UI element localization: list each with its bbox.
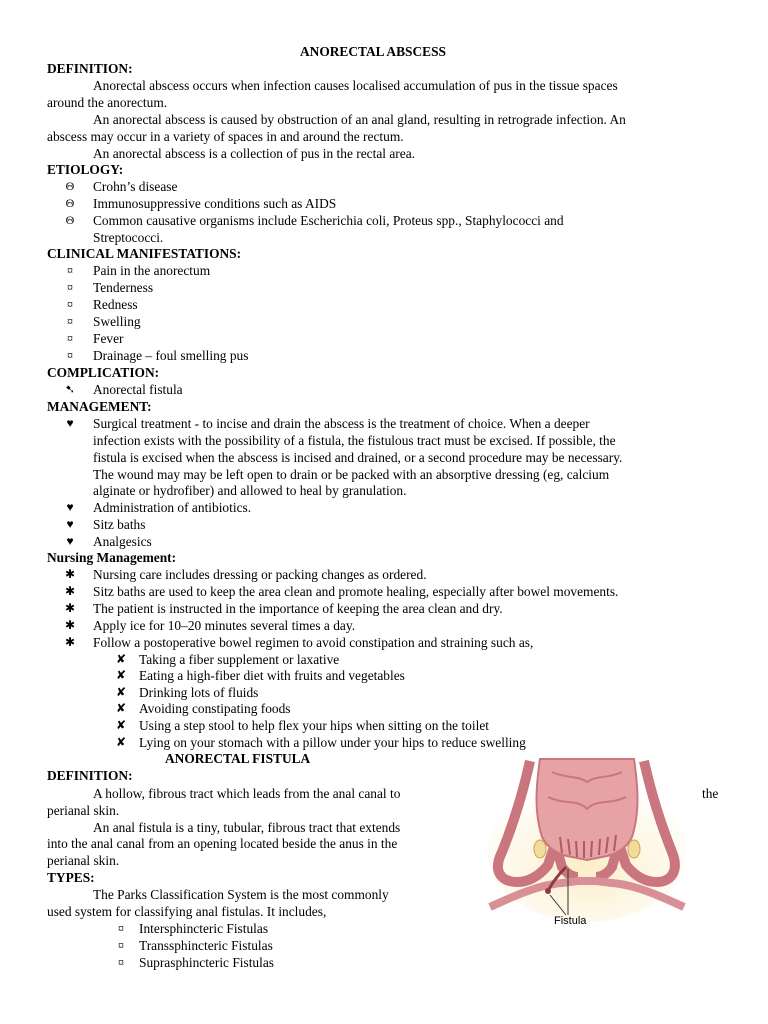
arrow-bullet-icon: ➷ xyxy=(64,382,76,396)
star-bullet-icon: ✱ xyxy=(64,618,76,632)
heart-bullet-icon: ♥ xyxy=(66,416,74,430)
list-item: Anorectal fistula xyxy=(93,382,183,397)
types-text: The Parks Classification System is the most commonly xyxy=(93,887,389,902)
list-item: The patient is instructed in the importance of keeping the area clean and dry. xyxy=(93,601,503,616)
cross-bullet-icon: ✘ xyxy=(115,718,127,732)
star-bullet-icon: ✱ xyxy=(64,601,76,615)
star-bullet-icon: ✱ xyxy=(64,584,76,598)
list-item: Pain in the anorectum xyxy=(93,263,211,278)
list-item: Common causative organisms include Escherichia coli, Proteus spp., Staphylococci and xyxy=(93,213,564,228)
list-item: Suprasphincteric Fistulas xyxy=(139,955,275,970)
cross-bullet-icon: ✘ xyxy=(115,685,127,699)
list-item: Drainage – foul smelling pus xyxy=(93,348,249,363)
cross-bullet-icon: ✘ xyxy=(115,668,127,682)
types-heading: TYPES: xyxy=(47,870,95,885)
list-item: Swelling xyxy=(93,314,141,329)
definition-text: Anorectal abscess occurs when infection causes localised accumulation of pus in the tissue spaces xyxy=(93,78,618,93)
heart-bullet-icon: ♥ xyxy=(66,534,74,548)
list-item: Sitz baths xyxy=(93,517,146,532)
list-item: Streptococci. xyxy=(93,230,164,245)
list-item: Lying on your stomach with a pillow under your hips to reduce swelling xyxy=(139,735,526,750)
list-item: Nursing care includes dressing or packing changes as ordered. xyxy=(93,567,427,582)
definition-heading: DEFINITION: xyxy=(47,61,133,76)
list-item: Redness xyxy=(93,297,138,312)
clinical-heading: CLINICAL MANIFESTATIONS: xyxy=(47,246,242,261)
list-item: Transsphincteric Fistulas xyxy=(139,938,273,953)
list-item: Analgesics xyxy=(93,534,152,549)
definition-text: perianal skin. xyxy=(47,803,120,818)
theta-bullet-icon: Θ xyxy=(65,196,75,210)
list-item: The wound may may be left open to drain or be packed with an absorptive dressing (eg, calcium xyxy=(93,467,610,482)
star-bullet-icon: ✱ xyxy=(64,567,76,581)
definition-text: An anorectal abscess is a collection of pus in the rectal area. xyxy=(93,146,415,161)
list-item: Using a step stool to help flex your hips when sitting on the toilet xyxy=(139,718,489,733)
cross-bullet-icon: ✘ xyxy=(115,701,127,715)
definition-text: perianal skin. xyxy=(47,853,120,868)
anal-fistula-illustration xyxy=(482,757,692,935)
list-item: Tenderness xyxy=(93,280,154,295)
complication-heading: COMPLICATION: xyxy=(47,365,160,380)
theta-bullet-icon: Θ xyxy=(65,179,75,193)
anatomy-diagram xyxy=(482,757,692,935)
heart-bullet-icon: ♥ xyxy=(66,500,74,514)
currency-bullet-icon: ¤ xyxy=(118,921,124,935)
currency-bullet-icon: ¤ xyxy=(118,938,124,952)
list-item: Immunosuppressive conditions such as AIDS xyxy=(93,196,337,211)
definition-text: An anal fistula is a tiny, tubular, fibrous tract that extends xyxy=(93,820,401,835)
definition-text: the xyxy=(702,786,719,801)
definition-heading: DEFINITION: xyxy=(47,768,133,783)
list-item: Taking a fiber supplement or laxative xyxy=(139,652,340,667)
list-item: Avoiding constipating foods xyxy=(139,701,291,716)
currency-bullet-icon: ¤ xyxy=(67,280,73,294)
list-item: Fever xyxy=(93,331,124,346)
list-item: Surgical treatment - to incise and drain the abscess is the treatment of choice. When a deeper xyxy=(93,416,590,431)
definition-text: A hollow, fibrous tract which leads from the anal canal to xyxy=(93,786,401,801)
star-bullet-icon: ✱ xyxy=(64,635,76,649)
nursing-heading: Nursing Management: xyxy=(47,550,177,565)
definition-text: into the anal canal from an opening located beside the anus in the xyxy=(47,836,398,851)
currency-bullet-icon: ¤ xyxy=(67,348,73,362)
list-item: fistula is excised when the abscess is incised and drained, or a second procedure may be necessary. xyxy=(93,450,623,465)
cross-bullet-icon: ✘ xyxy=(115,735,127,749)
list-item: alginate or hydrofiber) and allowed to heal by granulation. xyxy=(93,483,407,498)
currency-bullet-icon: ¤ xyxy=(67,263,73,277)
list-item: Apply ice for 10–20 minutes several times a day. xyxy=(93,618,356,633)
section-title: ANORECTAL FISTULA xyxy=(165,751,311,766)
theta-bullet-icon: Θ xyxy=(65,213,75,227)
currency-bullet-icon: ¤ xyxy=(67,297,73,311)
types-text: used system for classifying anal fistulas. It includes, xyxy=(47,904,327,919)
heart-bullet-icon: ♥ xyxy=(66,517,74,531)
currency-bullet-icon: ¤ xyxy=(67,331,73,345)
list-item: Follow a postoperative bowel regimen to avoid constipation and straining such as, xyxy=(93,635,534,650)
cross-bullet-icon: ✘ xyxy=(115,652,127,666)
list-item: Intersphincteric Fistulas xyxy=(139,921,269,936)
page-title: ANORECTAL ABSCESS xyxy=(300,44,446,59)
list-item: Eating a high-fiber diet with fruits and vegetables xyxy=(139,668,405,683)
definition-text: around the anorectum. xyxy=(47,95,168,110)
list-item: Crohn’s disease xyxy=(93,179,178,194)
list-item: infection exists with the possibility of a fistula, the fistulous tract must be excised. If possible, the xyxy=(93,433,616,448)
currency-bullet-icon: ¤ xyxy=(118,955,124,969)
definition-text: An anorectal abscess is caused by obstruction of an anal gland, resulting in retrograde infection. An xyxy=(93,112,626,127)
etiology-heading: ETIOLOGY: xyxy=(47,162,124,177)
definition-text: abscess may occur in a variety of spaces in and around the rectum. xyxy=(47,129,404,144)
list-item: Sitz baths are used to keep the area clean and promote healing, especially after bowel movements. xyxy=(93,584,619,599)
management-heading: MANAGEMENT: xyxy=(47,399,152,414)
currency-bullet-icon: ¤ xyxy=(67,314,73,328)
figure-label: Fistula xyxy=(554,915,587,927)
list-item: Administration of antibiotics. xyxy=(93,500,252,515)
list-item: Drinking lots of fluids xyxy=(139,685,259,700)
